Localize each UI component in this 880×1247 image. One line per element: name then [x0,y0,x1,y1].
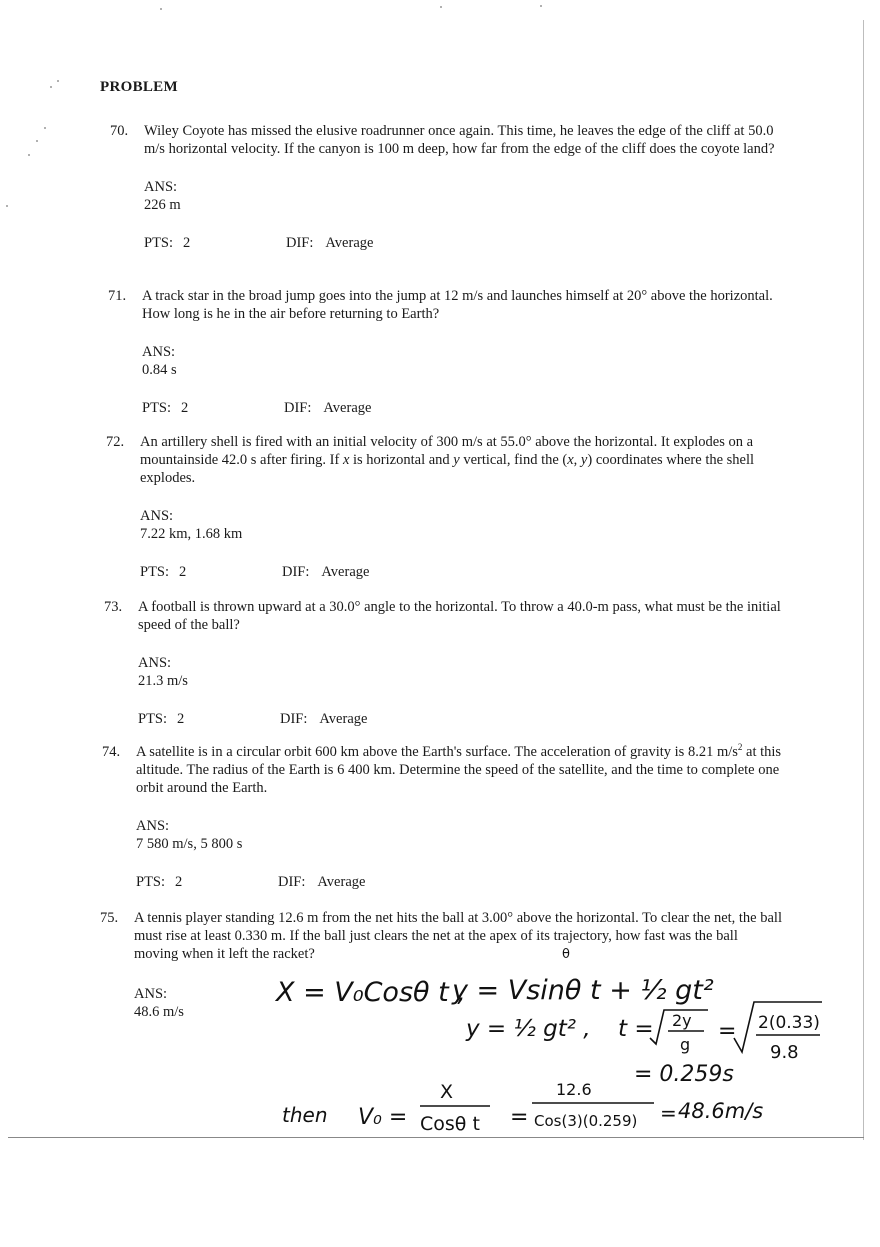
handwritten-time-result: = 0.259s [634,1062,734,1087]
difficulty-value: Average [319,711,368,727]
fraction1-denominator: Cosθ t [420,1113,480,1135]
points-value: 2 [175,874,183,890]
difficulty-value: Average [317,874,366,890]
handwritten-solution [0,940,880,1140]
answer-value: 226 m [144,197,181,213]
answer-value: 21.3 m/s [138,673,188,689]
problem-number: 70. [110,123,129,139]
bottom-rule [8,1137,864,1138]
difficulty-label: DIF: [282,564,310,580]
handwritten-equals-1: = [718,1019,737,1044]
handwritten-sqrt-2 [734,1002,822,1063]
points-label: PTS: [144,235,174,251]
fraction2-denominator: Cos(3)(0.259) [534,1112,638,1130]
difficulty-value: Average [325,235,374,251]
fraction1-numerator: X [440,1081,454,1103]
answer-value: 48.6 m/s [134,1004,184,1020]
handwritten-then: then [282,1103,328,1127]
problem-question: A tennis player standing 12.6 m from the net hits the ball at 3.00° above the horizontal. To clear the net, the ball must rise at least 0.330 m. If the ball just clears the net at the apex of its trajectory, how fast was the ball moving when it left the racket? [134,910,782,962]
answer-label: ANS: [144,179,178,195]
problem-number: 71. [108,288,127,304]
handwritten-fraction-1 [420,1081,490,1135]
problem-73 [104,598,788,728]
handwritten-equals-3: = [660,1101,677,1125]
problem-72 [106,433,790,581]
difficulty-label: DIF: [280,711,308,727]
section-heading: PROBLEM [100,79,178,95]
problem-number: 75. [100,910,119,926]
difficulty-value: Average [321,564,370,580]
answer-label: ANS: [140,508,174,524]
problem-number: 73. [104,599,123,615]
points-label: PTS: [136,874,166,890]
points-label: PTS: [142,400,172,416]
sqrt2-denominator: 9.8 [770,1042,799,1063]
problem-question: A satellite is in a circular orbit 600 km above the Earth's surface. The acceleration of gravity is 8.21 $m/s^2$ at this altitude. The radius of the Earth is 6 400 km. Determine the speed of the satellite, and the time to complete one orbit around the Earth. [136,742,782,796]
difficulty-label: DIF: [286,235,314,251]
problem-question: Wiley Coyote has missed the elusive roadrunner once again. This time, he leaves the edge of the cliff at 50.0 m/s horizontal velocity. If the canyon is 100 m deep, how far from the edge of the cliff does the coyote land? [144,123,775,157]
points-value: 2 [183,235,191,251]
sqrt2-numerator: 2(0.33) [758,1013,820,1033]
problem-number: 74. [102,744,121,760]
answer-value: 7 580 m/s, 5 800 s [136,836,243,852]
handwritten-equation-y: y = Vsinθ t + ½ gt² [452,975,714,1006]
answer-label: ANS: [134,986,168,1002]
points-label: PTS: [140,564,170,580]
points-value: 2 [177,711,185,727]
handwritten-sqrt-1 [650,1010,708,1054]
problem-meta [144,234,794,252]
points-value: 2 [179,564,187,580]
handwritten-equation-x: X = V₀Cosθ t , [276,977,466,1008]
answer-label: ANS: [136,818,170,834]
problem-meta [140,563,790,581]
problem-71 [108,287,792,417]
problem-meta [136,873,786,891]
handwritten-v0-label: V₀ = [358,1105,408,1130]
difficulty-label: DIF: [284,400,312,416]
sqrt1-numerator: 2y [672,1011,692,1030]
problem-question: A track star in the broad jump goes into the jump at 12 m/s and launches himself at 20° above the horizontal. How long is he in the air before returning to Earth? [142,288,773,322]
problem-question: An artillery shell is fired with an initial velocity of 300 m/s at 55.0° above the horizontal. It explodes on a mountainside 42.0 s after firing. If x is horizontal and y vertical, find the (x, y) coordinates where the shell explodes. [140,434,755,486]
handwritten-final-answer: 48.6m/s [678,1099,764,1123]
answer-value: 0.84 s [142,362,177,378]
handwritten-fraction-2 [532,1080,654,1130]
problem-meta [142,399,792,417]
handwritten-y-simplified: y = ½ gt² , [466,1016,591,1042]
problem-number: 72. [106,434,125,450]
fraction2-numerator: 12.6 [556,1080,592,1099]
difficulty-label: DIF: [278,874,306,890]
answer-label: ANS: [142,344,176,360]
handwritten-equals-2: = [510,1105,529,1130]
difficulty-value: Average [323,400,372,416]
handwritten-t-label: t = [618,1016,654,1042]
handwritten-theta-mark: θ [562,947,570,962]
problem-74 [102,742,786,891]
answer-value: 7.22 km, 1.68 km [140,526,243,542]
sqrt1-denominator: g [680,1035,691,1054]
points-label: PTS: [138,711,168,727]
problem-meta [138,710,788,728]
answer-label: ANS: [138,655,172,671]
problem-question: A football is thrown upward at a 30.0° angle to the horizontal. To throw a 40.0-m pass, what must be the initial speed of the ball? [138,599,781,633]
problem-70 [110,122,794,252]
points-value: 2 [181,400,189,416]
